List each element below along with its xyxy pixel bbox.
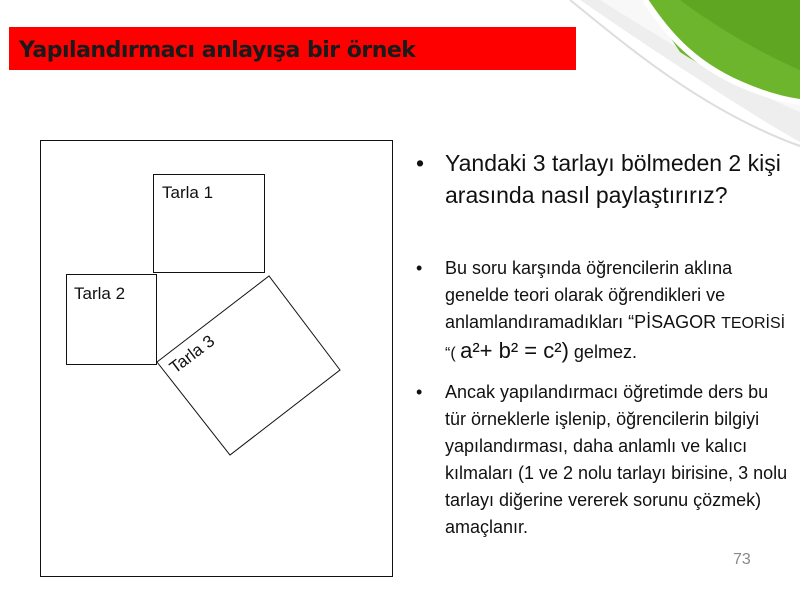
field-diagram [40, 140, 394, 578]
quote-text: “( [445, 345, 461, 362]
field-1-label: Tarla 1 [162, 183, 214, 202]
teorisi-text: TEORİSİ [721, 315, 786, 332]
field-3-label: Tarla 3 [165, 331, 219, 378]
bullet-question-text: Yandaki 3 tarlayı bölmeden 2 kişi arasında nasıl paylaştırırız? [445, 150, 781, 208]
bullet-question [414, 147, 794, 211]
page-curl-decoration [560, 0, 800, 150]
field-1 [154, 175, 265, 273]
bullet-dot-icon: • [416, 382, 423, 402]
pythagoras-formula: a²+ b² = c²) [460, 338, 569, 363]
bullet-constructivist [414, 379, 794, 541]
field-diagram-canvas [40, 140, 394, 578]
bullet-dot-icon: • [416, 258, 423, 278]
bullet-constructivist-text: Ancak yapılandırmacı öğretimde ders bu tür örneklerle işlenip, öğrencilerin bilgiyi yapılandırması, daha anlamlı ve kalıcı kılmaları (1 ve 2 nolu tarlayı birisine, 3 nolu tarlayı diğerine vererek sorunu çözmek) amaçlanır. [445, 382, 788, 537]
slide-title: Yapılandırmacı anlayışa bir örnek [9, 27, 576, 70]
field-2-label: Tarla 2 [74, 284, 126, 303]
bullet-pythagoras [414, 255, 794, 367]
bullet-pythagoras-text: Bu soru karşında öğrencilerin aklına genelde teori olarak öğrendikleri ve anlamlandıramadıkları “PİSAGOR [445, 258, 733, 332]
bullet-dot-icon: • [416, 150, 425, 176]
page-number: 73 [733, 551, 751, 568]
bullet-list [414, 147, 794, 600]
field-2 [67, 275, 157, 365]
bullet-pythagoras-ending: gelmez. [568, 342, 637, 362]
